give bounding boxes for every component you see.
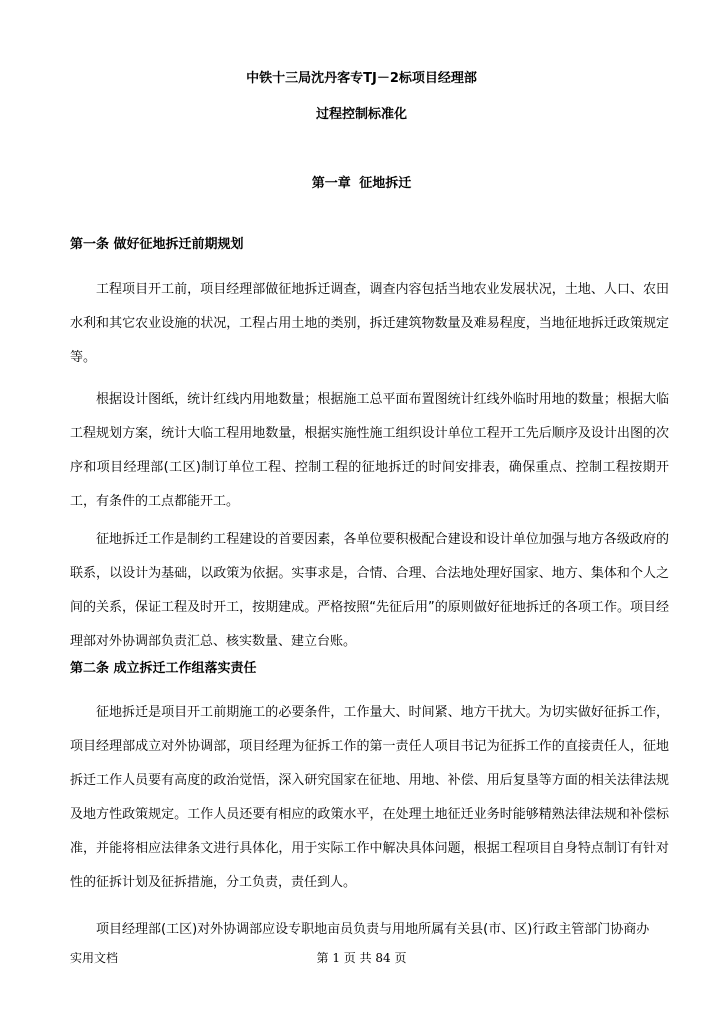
chapter-title: 第一章 征地拆迁	[311, 176, 412, 191]
section-heading-2: 第二条 成立拆迁工作组落实责任	[70, 661, 257, 676]
section-heading-1: 第一条 做好征地拆迁前期规划	[70, 237, 244, 252]
footer-label: 实用文档	[70, 951, 119, 965]
document-subtitle: 过程控制标准化	[315, 107, 407, 122]
paragraph-land-statistics: 根据设计图纸，统计红线内用地数量；根据施工总平面布置图统计红线外临时用地的数量；根据大临工程规划方案，统计大临工程用地数量，根据实施性施工组织设计单位工程开工先后顺序及设计出图的次序和项目经理部(工区)制订单位工程、控制工程的征地拆迁的时间安排表，确保重点、控制工程按期开工，有条件的工点都能开工。	[70, 392, 669, 509]
paragraph-working-group: 征地拆迁是项目开工前期施工的必要条件，工作量大、时间紧、地方干扰大。为切实做好征拆工作，项目经理部成立对外协调部，项目经理为征拆工作的第一责任人项目书记为征拆工作的直接责任人，征地拆迁工作人员要有高度的政治觉悟，深入研究国家在征地、用地、补偿、用后复垦等方面的相关法律法规及地方性政策规定。工作人员还要有相应的政策水平，在处理土地征迁业务时能够精熟法律法规和补偿标准，并能将相应法律条文进行具体化，用于实际工作中解决具体问题，根据工程项目自身特点制订有针对性的征拆计划及征拆措施，分工负责，责任到人。	[70, 705, 669, 890]
page-number: 第 1 页 共 84 页	[316, 951, 407, 965]
paragraph-coordination: 项目经理部(工区)对外协调部应设专职地亩员负责与用地所属有关县(市、区)行政主管部门协商办	[96, 922, 650, 937]
paragraph-principles: 征地拆迁工作是制约工程建设的首要因素，各单位要积极配合建设和设计单位加强与地方各级政府的联系，以设计为基础，以政策为依据。实事求是，合情、合理、合法地处理好国家、地方、集体和个人之间的关系，保证工程及时开工，按期建成。严格按照“先征后用”的原则做好征地拆迁的各项工作。项目经理部对外协调部负责汇总、核实数量、建立台账。	[70, 532, 669, 649]
paragraph-survey: 工程项目开工前，项目经理部做征地拆迁调查，调查内容包括当地农业发展状况，土地、人口、农田水利和其它农业设施的状况，工程占用土地的类别，拆迁建筑物数量及难易程度，当地征地拆迁政策规定等。	[70, 282, 669, 365]
document-title: 中铁十三局沈丹客专TJ－2标项目经理部	[246, 71, 477, 86]
